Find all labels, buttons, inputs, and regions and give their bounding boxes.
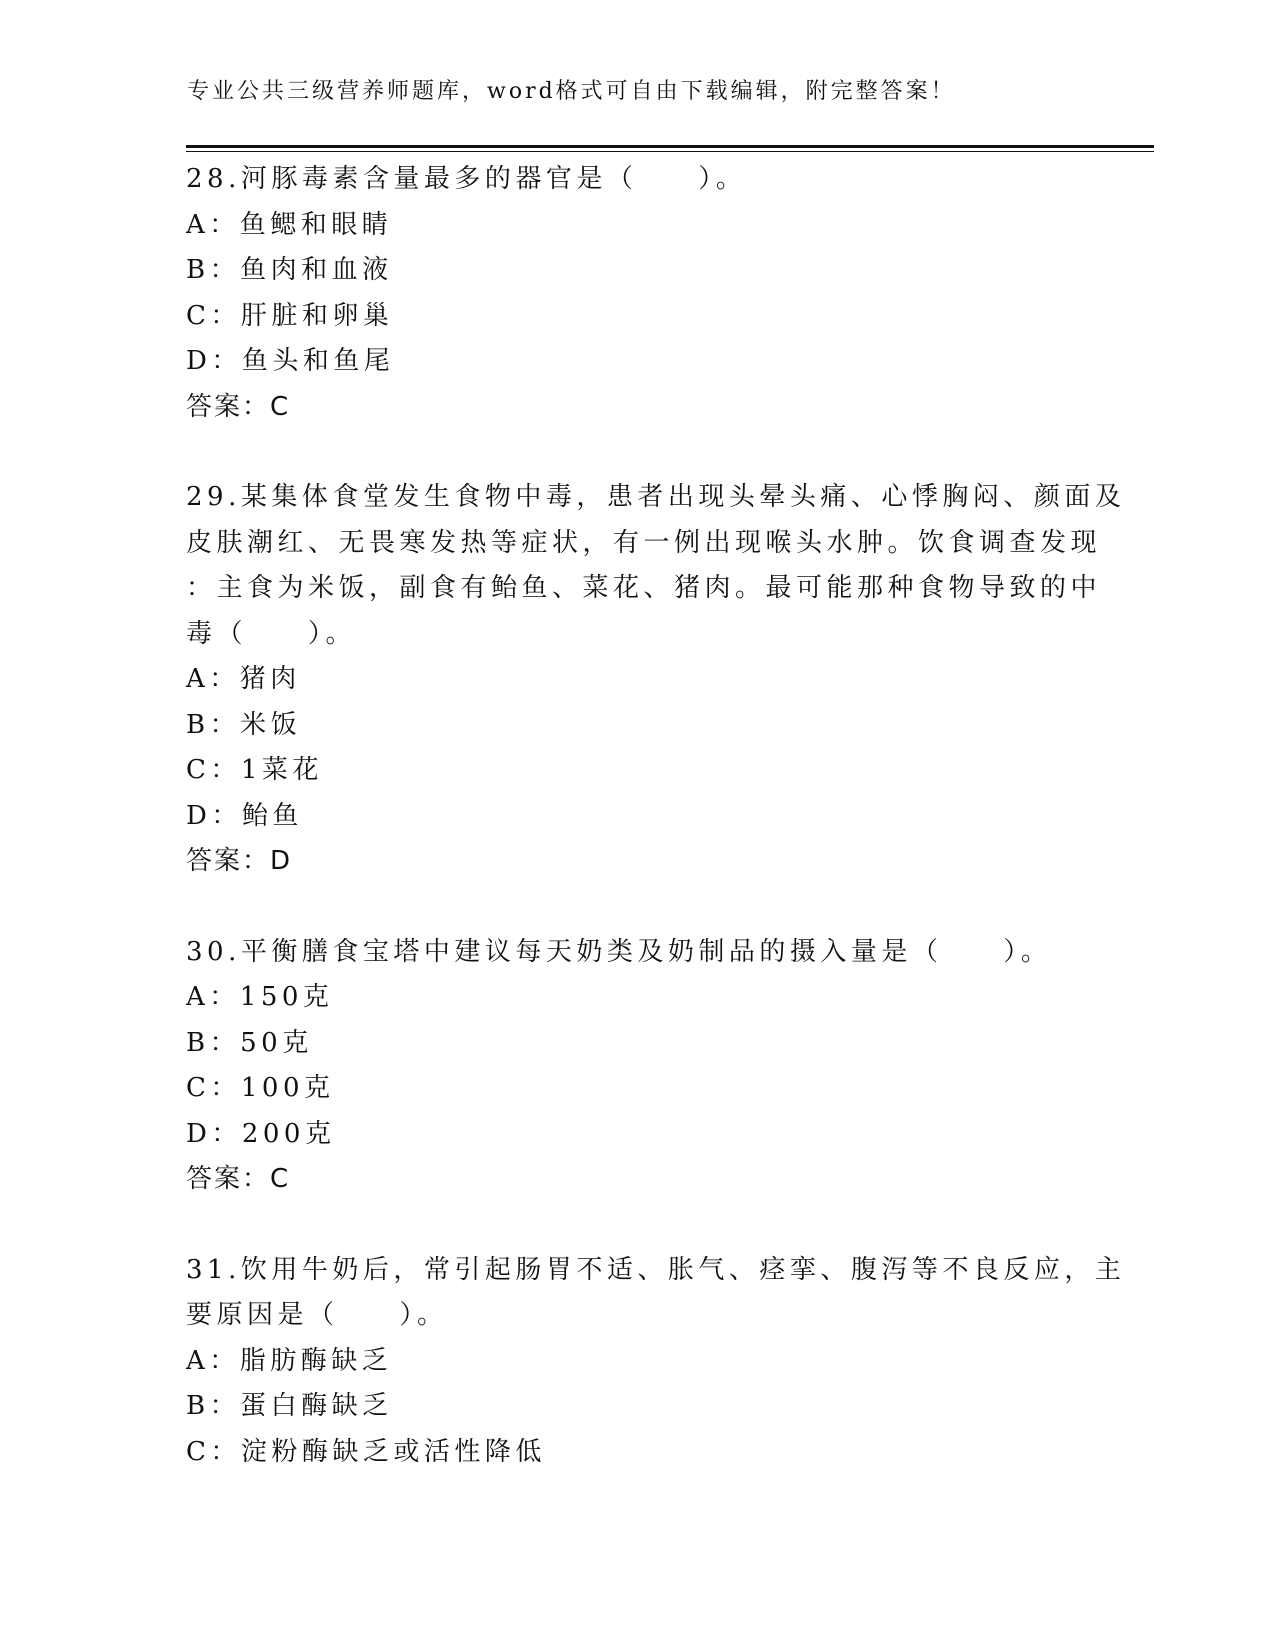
option-c: C：肝脏和卵巢 — [186, 300, 394, 331]
option-d: D：鲐鱼 — [186, 800, 303, 831]
header-rule-thin — [186, 151, 1154, 152]
option-d: D：200克 — [186, 1118, 336, 1149]
option-a: A：脂肪酶缺乏 — [186, 1345, 393, 1376]
question-30 — [186, 930, 1086, 1203]
option-c: C：100克 — [186, 1073, 335, 1103]
question-31 — [186, 1248, 1126, 1476]
answer-label: 答案：C — [186, 1164, 291, 1194]
option-b: B：米饭 — [186, 709, 302, 740]
option-d: D：鱼头和鱼尾 — [186, 346, 395, 376]
page-header: 专业公共三级营养师题库，word格式可自由下载编辑，附完整答案！ — [187, 79, 956, 104]
question-list — [186, 157, 1126, 1520]
question-29 — [186, 475, 1126, 885]
question-stem: ：主食为米饭，副食有鲐鱼、菜花、猪肉。最可能那种食物导致的中 — [186, 573, 1102, 603]
option-b: B：蛋白酶缺乏 — [186, 1391, 393, 1421]
option-a: A：鱼鳃和眼睛 — [186, 209, 393, 240]
option-a: A：150克 — [186, 982, 334, 1012]
question-stem: 毒（ ）。 — [186, 618, 357, 649]
answer-label: 答案：D — [186, 846, 293, 876]
option-c: C：淀粉酶缺乏或活性降低 — [186, 1436, 546, 1467]
header-rule-thick — [186, 145, 1154, 148]
question-stem: 28.河豚毒素含量最多的器官是（ ）。 — [186, 164, 747, 194]
question-stem: 30.平衡膳食宝塔中建议每天奶类及奶制品的摄入量是（ ）。 — [186, 936, 1052, 967]
option-b: B：50克 — [186, 1027, 313, 1058]
option-b: B：鱼肉和血液 — [186, 255, 393, 285]
option-a: A：猪肉 — [186, 664, 301, 694]
question-stem: 29.某集体食堂发生食物中毒，患者出现头晕头痛、心悸胸闷、颜面及 — [186, 482, 1126, 512]
question-stem: 要原因是（ ）。 — [186, 1300, 448, 1330]
answer-label: 答案：C — [186, 391, 291, 422]
question-28 — [186, 157, 1086, 430]
option-c: C：1菜花 — [186, 755, 323, 785]
question-stem: 31.饮用牛奶后，常引起肠胃不适、胀气、痉挛、腹泻等不良反应，主 — [186, 1254, 1126, 1285]
question-stem: 皮肤潮红、无畏寒发热等症状，有一例出现喉头水肿。饮食调查发现 — [186, 527, 1102, 558]
